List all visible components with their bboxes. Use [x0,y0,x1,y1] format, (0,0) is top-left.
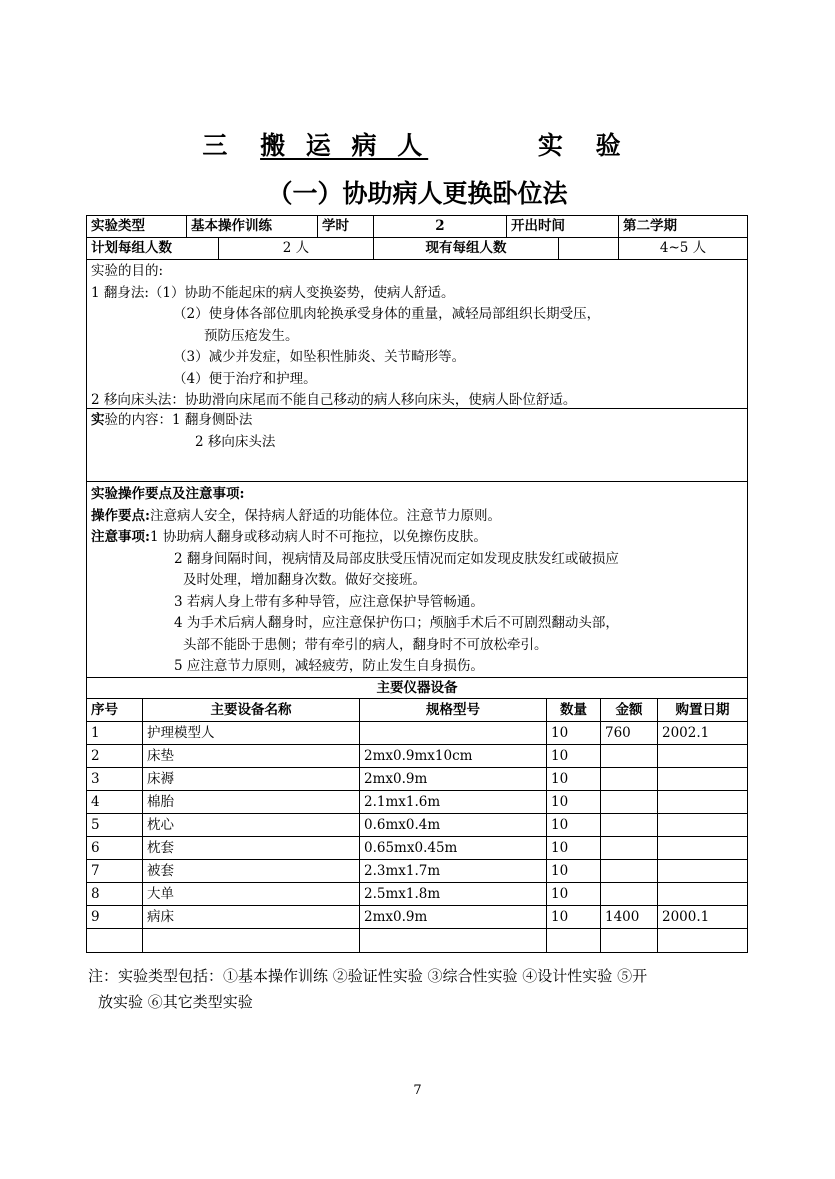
table-cell [547,929,601,952]
plan-value: 2 人 [219,238,374,259]
info-row-2 [87,238,747,260]
table-row [87,791,747,814]
ops-line: 3 若病人身上带有多种导管，应注意保护导管畅通。 [174,593,484,610]
ops-line: 及时处理，增加翻身次数。做好交接班。 [183,572,426,588]
table-cell [360,722,547,744]
table-cell: 3 [87,768,143,790]
table-cell: 10 [547,722,601,744]
purpose-line: （2）使身体各部位肌肉轮换承受身体的重量，减轻局部组织长期受压， [173,306,601,322]
table-row [87,860,747,883]
table-cell: 10 [547,814,601,836]
table-cell: 被套 [143,860,360,882]
equipment-body [87,722,747,952]
chapter-suffix: 实 验 [537,131,633,160]
table-cell: 1400 [601,906,658,928]
table-cell: 9 [87,906,143,928]
table-cell: 10 [547,837,601,859]
table-cell [601,860,658,882]
content-line: 实验的内容：1 翻身侧卧法 [91,412,253,428]
ops-line: 4 为手术后病人翻身时，应注意保护伤口；颅脑手术后不可剧烈翻动头部， [174,615,619,631]
table-row [87,929,747,952]
purpose-line: （4）便于治疗和护理。 [173,370,317,387]
table-cell [658,745,747,767]
chapter-title: 搬 运 病 人 [260,131,429,160]
footnote-line: 注：实验类型包括：①基本操作训练 ②验证性实验 ③综合性实验 ④设计性实验 ⑤开 [88,967,648,985]
table-cell: 大单 [143,883,360,905]
table-cell: 2.5mx1.8m [360,883,547,905]
ops-line: 5 应注意节力原则，减轻疲劳，防止发生自身损伤。 [174,658,484,674]
equipment-title: 主要仪器设备 [87,678,747,699]
table-cell: 枕套 [143,837,360,859]
table-cell [601,837,658,859]
header-cell: 序号 [87,699,143,721]
table-cell [601,883,658,905]
section-title: （一）协助病人更换卧位法 [267,179,568,208]
type-label: 实验类型 [87,216,187,237]
type-value: 基本操作训练 [187,216,318,237]
header-cell: 规格型号 [360,699,547,721]
table-cell: 4 [87,791,143,813]
table-cell [601,791,658,813]
table-cell: 2002.1 [662,725,710,741]
purpose-section [87,260,747,409]
table-cell: 0.65mx0.45m [360,837,547,859]
table-cell [87,929,143,952]
table-cell: 760 [601,722,658,744]
table-cell: 8 [87,883,143,905]
header-cell: 主要设备名称 [143,699,360,721]
table-cell [658,768,747,790]
table-cell: 2mx0.9m [360,768,547,790]
table-row [87,906,747,929]
table-cell: 10 [547,745,601,767]
chapter-number: 三 [202,131,229,160]
table-cell [601,745,658,767]
table-cell [360,929,547,952]
purpose-header: 实验的目的: [91,263,164,279]
content-line: 2 移向床头法 [195,433,276,450]
table-cell: 10 [547,860,601,882]
table-cell: 6 [87,837,143,859]
header-cell: 金额 [601,699,658,721]
table-cell: 2.1mx1.6m [360,791,547,813]
ops-line: 2 翻身间隔时间，视病情及局部皮肤受压情况而定如发现皮肤发红或破损应 [174,550,619,567]
table-cell [658,791,747,813]
table-cell: 2.3mx1.7m [360,860,547,882]
ops-line: 注意事项:1 协助病人翻身或移动病人时不可拖拉，以免擦伤皮肤。 [91,529,487,545]
table-cell: 10 [547,883,601,905]
table-cell [658,860,747,882]
ops-header: 实验操作要点及注意事项: [91,486,245,502]
purpose-line: 预防压疮发生。 [204,327,299,344]
actual-label: 现有每组人数 [374,238,559,259]
table-row [87,837,747,860]
header-cell: 购置日期 [675,702,730,718]
table-cell: 护理模型人 [143,722,360,744]
footnote-line: 放实验 ⑥其它类型实验 [98,993,253,1011]
table-cell: 10 [547,791,601,813]
ops-section [87,482,747,678]
table-row [87,722,747,745]
table-cell: 7 [87,860,143,882]
info-row-1 [87,216,747,238]
table-cell: 床褥 [143,768,360,790]
table-row [87,768,747,791]
hours-value: 2 [374,216,507,237]
plan-label: 计划每组人数 [87,238,219,259]
footnote [88,963,744,1015]
table-cell [601,814,658,836]
table-cell: 1 [87,722,143,744]
table-cell: 0.6mx0.4m [360,814,547,836]
offer-value: 第二学期 [623,218,677,234]
chapter-heading [0,126,835,162]
table-cell [658,883,747,905]
experiment-form [86,215,748,953]
header-cell: 数量 [547,699,601,721]
hours-label: 学时 [318,216,374,237]
offer-label: 开出时间 [507,216,619,237]
purpose-line: 2 移向床头法：协助滑向床尾而不能自己移动的病人移向床头，使病人卧位舒适。 [91,392,577,408]
table-cell: 2mx0.9m [360,906,547,928]
table-cell: 床垫 [143,745,360,767]
table-cell [601,768,658,790]
table-cell: 10 [547,906,601,928]
table-cell: 2mx0.9mx10cm [360,745,547,767]
content-section [87,409,747,482]
table-cell [143,929,360,952]
table-cell [601,929,658,952]
purpose-line: （3）减少并发症，如坠积性肺炎、关节畸形等。 [173,349,466,365]
ops-line: 操作要点:注意病人安全，保持病人舒适的功能体位。注意节力原则。 [91,507,501,524]
table-row [87,814,747,837]
table-row [87,883,747,906]
table-cell [658,837,747,859]
table-cell: 枕心 [143,814,360,836]
table-cell: 2000.1 [662,909,710,925]
equipment-header-row [87,699,747,722]
table-cell: 棉胎 [143,791,360,813]
table-cell: 2 [87,745,143,767]
table-cell [658,814,747,836]
table-cell: 10 [547,768,601,790]
ops-line: 头部不能卧于患侧；带有牵引的病人，翻身时不可放松牵引。 [183,636,548,653]
table-row [87,745,747,768]
blank-cell [559,238,619,259]
actual-value: 4~5 人 [659,240,707,256]
table-cell: 病床 [143,906,360,928]
purpose-line: 1 翻身法:（1）协助不能起床的病人变换姿势，使病人舒适。 [91,284,455,301]
table-cell: 5 [87,814,143,836]
table-cell [658,929,747,952]
page-number: 7 [413,1083,422,1098]
